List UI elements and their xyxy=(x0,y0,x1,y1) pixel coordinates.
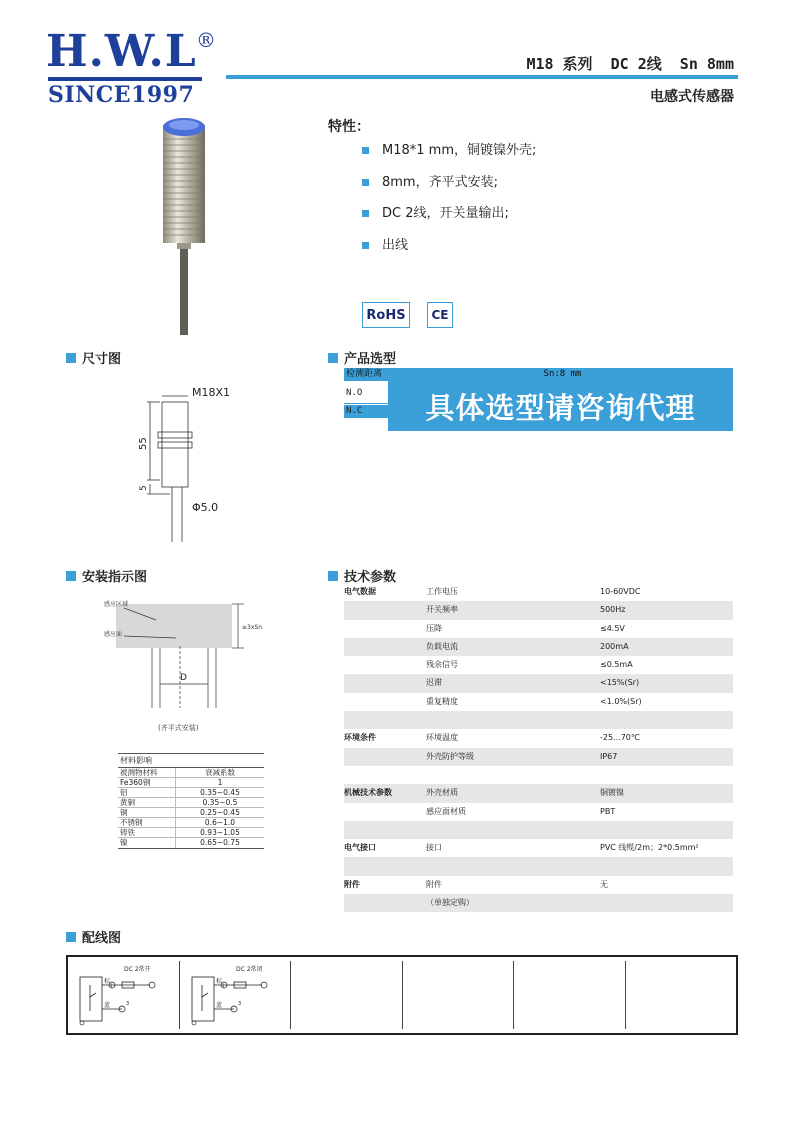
logo-underline xyxy=(48,77,202,81)
selection-row-nc: N.C xyxy=(344,405,388,418)
features-list xyxy=(362,143,536,269)
table-row xyxy=(344,821,733,839)
sensor-product-image xyxy=(155,115,215,335)
rohs-badge: RoHS xyxy=(362,302,410,328)
material-table xyxy=(118,753,264,849)
selection-banner: 具体选型请咨询代理 xyxy=(388,381,733,431)
table-row xyxy=(344,693,733,711)
table-row: 铸铁 0.93~1.05 xyxy=(118,828,264,838)
table-row xyxy=(344,711,733,729)
list-item: M18*1 mm，铜镀镍外壳; xyxy=(362,143,536,175)
param-name: 负载电流 xyxy=(426,641,458,651)
section-dimension: 尺寸图 xyxy=(66,348,121,367)
param-value: <1.0%(Sr) xyxy=(600,696,642,706)
table-row xyxy=(344,803,733,821)
selection-row-no: N.O xyxy=(346,388,363,398)
table-row xyxy=(344,638,733,656)
param-value: PVC 线缆/2m；2*0.5mm² xyxy=(600,843,699,853)
distance-label: ≥3xSn xyxy=(242,624,263,631)
param-group xyxy=(344,894,426,912)
section-install: 安装指示图 xyxy=(66,566,147,585)
param-group xyxy=(344,711,426,729)
param-group xyxy=(344,620,426,638)
brand-since: SINCE1997 xyxy=(48,82,195,108)
length-label: 55 xyxy=(138,437,149,450)
selection-table xyxy=(344,368,733,425)
table-row: 铝 0.35~0.45 xyxy=(118,788,264,798)
ce-badge: CE xyxy=(427,302,453,328)
list-item: 8mm，齐平式安装; xyxy=(362,175,536,207)
list-item: DC 2线，开关量输出; xyxy=(362,206,536,238)
registered-mark: ® xyxy=(196,28,216,52)
table-row: Fe360钢 1 xyxy=(118,778,264,788)
param-group: 附件 xyxy=(344,879,360,889)
param-group xyxy=(344,857,426,875)
param-name xyxy=(426,766,600,784)
table-row: 铜 0.25~0.45 xyxy=(118,808,264,818)
param-group: 环境条件 xyxy=(344,733,376,743)
param-group xyxy=(344,748,426,766)
param-name xyxy=(426,821,600,839)
header-rule xyxy=(226,75,738,79)
param-name: 感应面材质 xyxy=(426,806,466,816)
brand-logo: H.W.L xyxy=(46,26,197,77)
param-name: 接口 xyxy=(426,843,442,853)
thread-label: M18X1 xyxy=(192,386,231,399)
param-name: 附件 xyxy=(426,879,442,889)
param-group xyxy=(344,601,426,619)
table-row xyxy=(344,857,733,875)
param-value: IP67 xyxy=(600,751,618,761)
table-row xyxy=(344,784,733,802)
features-title: 特性： xyxy=(328,119,370,135)
param-name: （单独定购） xyxy=(426,898,474,908)
param-value: ≤4.5V xyxy=(600,623,625,633)
param-value: ≤0.5mA xyxy=(600,660,633,670)
d-label: D xyxy=(180,673,187,683)
wiring-diagram-panel xyxy=(66,955,738,1035)
param-group xyxy=(344,693,426,711)
param-name: 开关频率 xyxy=(426,605,458,615)
svg-text:1: 1 xyxy=(110,983,113,988)
svg-text:3: 3 xyxy=(237,1001,241,1007)
param-value xyxy=(600,894,733,912)
table-row xyxy=(344,729,733,747)
wiring-cell xyxy=(68,961,180,1029)
table-row xyxy=(344,620,733,638)
param-value: 10-60VDC xyxy=(600,587,641,596)
table-row xyxy=(344,839,733,857)
sense-face-label: 感应面 xyxy=(104,631,123,638)
list-item: 出线 xyxy=(362,238,536,270)
table-row xyxy=(344,766,733,784)
param-value xyxy=(600,711,733,729)
table-row xyxy=(344,656,733,674)
table-row xyxy=(344,876,733,894)
param-group xyxy=(344,766,426,784)
wiring-cell xyxy=(626,961,737,1029)
wiring-schematic xyxy=(68,961,178,1031)
svg-text:蓝: 蓝 xyxy=(215,1002,222,1009)
svg-text:1: 1 xyxy=(221,983,225,988)
table-row xyxy=(344,583,733,601)
param-group xyxy=(344,656,426,674)
param-name: 迟滞 xyxy=(426,678,442,688)
table-row: 不锈钢 0.6~1.0 xyxy=(118,818,264,828)
param-name: 工作电压 xyxy=(426,587,458,596)
param-value: 200mA xyxy=(600,641,629,651)
section-selection: 产品选型 xyxy=(328,348,396,367)
svg-text:3: 3 xyxy=(126,1001,130,1007)
svg-text:DC 2常闭: DC 2常闭 xyxy=(235,966,263,973)
svg-text:棕: 棕 xyxy=(104,978,111,985)
param-group: 电气数据 xyxy=(344,587,376,596)
table-row xyxy=(344,748,733,766)
param-value: <15%(Sr) xyxy=(600,678,640,688)
svg-text:棕: 棕 xyxy=(215,978,222,985)
table-row: 被测物材料 衰减系数 xyxy=(118,768,264,778)
param-name xyxy=(426,711,600,729)
page-title: M18 系列 DC 2线 Sn 8mm xyxy=(526,55,734,73)
table-row xyxy=(344,601,733,619)
table-row: 镍 0.65~0.75 xyxy=(120,838,240,847)
svg-text:DC 2常开: DC 2常开 xyxy=(124,966,151,973)
install-diagram xyxy=(96,596,276,736)
page-subtitle: 电感式传感器 xyxy=(650,89,734,105)
table-row xyxy=(344,674,733,692)
wiring-cell xyxy=(514,961,626,1029)
table-row xyxy=(344,894,733,912)
param-value xyxy=(600,857,733,875)
svg-text:蓝: 蓝 xyxy=(104,1002,111,1009)
param-value xyxy=(600,766,733,784)
cable-diameter-label: Φ5.0 xyxy=(192,501,219,514)
param-name: 压降 xyxy=(426,623,442,633)
install-caption: (齐平式安装) xyxy=(158,724,199,732)
param-value xyxy=(600,821,733,839)
param-value: -25...70℃ xyxy=(600,733,640,743)
param-name: 重复精度 xyxy=(426,696,458,706)
wiring-schematic xyxy=(180,961,290,1031)
param-name: 残余信号 xyxy=(426,660,458,670)
param-group xyxy=(344,638,426,656)
param-value: 无 xyxy=(600,879,608,889)
param-value: 500Hz xyxy=(600,605,626,615)
param-name: 环境温度 xyxy=(426,733,458,743)
dimension-drawing xyxy=(130,380,260,545)
selection-header: 检测距离 Sn:8 mm xyxy=(344,368,733,381)
sense-area-label: 感应区域 xyxy=(104,601,129,608)
param-group xyxy=(344,674,426,692)
param-value: 铜镀镍 xyxy=(600,788,624,798)
param-group xyxy=(344,821,426,839)
param-group: 机械技术参数 xyxy=(344,788,392,798)
wiring-cell xyxy=(403,961,515,1029)
param-name xyxy=(426,857,600,875)
param-group xyxy=(344,803,426,821)
offset-label: 5 xyxy=(139,485,149,491)
tech-params-table xyxy=(344,583,733,912)
param-name: 外壳防护等级 xyxy=(426,751,474,761)
wiring-cell xyxy=(291,961,403,1029)
material-caption: 材料影响 xyxy=(118,754,264,768)
wiring-cell xyxy=(180,961,292,1029)
param-name: 外壳材质 xyxy=(426,788,458,798)
param-value: PBT xyxy=(600,806,616,816)
table-row: 黄铜 0.35~0.5 xyxy=(118,798,264,808)
section-tech: 技术参数 xyxy=(328,566,396,585)
section-wiring: 配线图 xyxy=(66,927,121,946)
param-group: 电气接口 xyxy=(344,843,376,853)
